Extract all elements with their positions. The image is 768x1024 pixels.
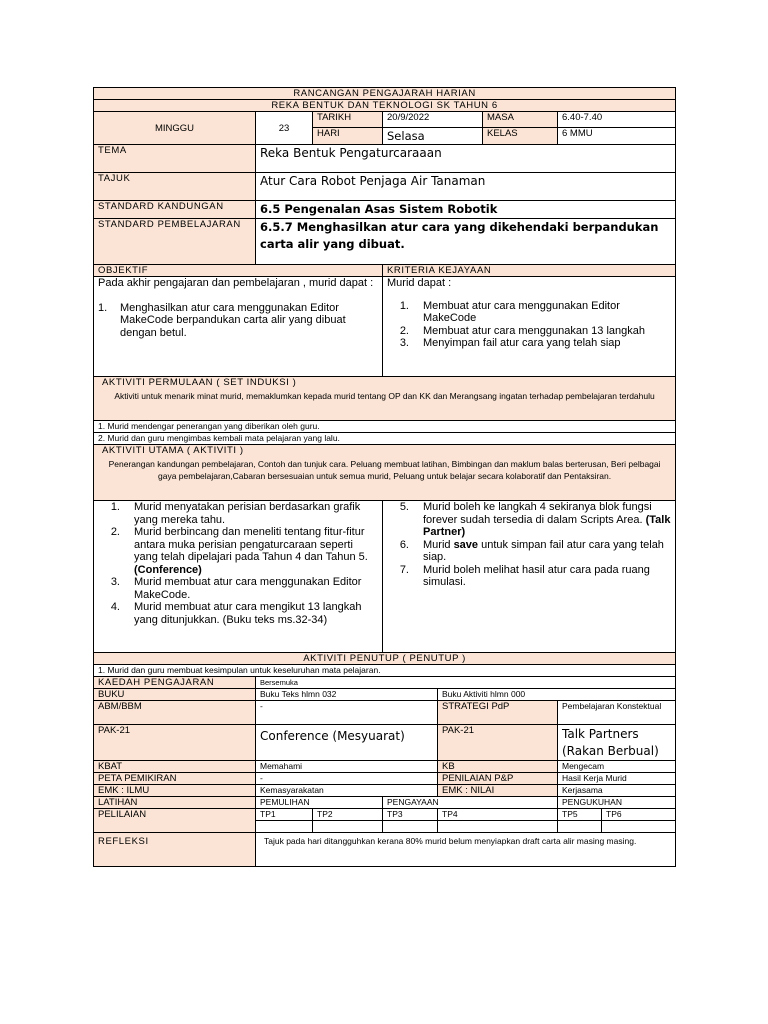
tp3-cell bbox=[383, 821, 438, 833]
objektif-body bbox=[94, 277, 383, 377]
tema-label: TEMA bbox=[94, 145, 256, 173]
kriteria-item: 3. Menyimpan fail atur cara yang telah siap bbox=[399, 337, 621, 349]
pak-value-1: Conference (Mesyuarat) bbox=[256, 725, 438, 761]
tp1-label: TP1 bbox=[256, 809, 313, 821]
kriteria-item: 2. Membuat atur cara menggunakan 13 langkah bbox=[399, 324, 645, 337]
permulaan-desc: Aktiviti untuk menarik minat murid, memaklumkan kepada murid tentang OP dan KK dan Merangsang ingatan terhadap pembelajaran terdahulu bbox=[114, 391, 655, 401]
kelas-value: 6 MMU bbox=[558, 128, 676, 145]
kaedah-label: KAEDAH PENGAJARAN bbox=[94, 677, 256, 689]
utama-item: 3. Murid membuat atur cara menggunakan Editor MakeCode. bbox=[110, 576, 362, 601]
utama-item: 4. Murid membuat atur cara mengikut 13 langkah yang ditunjukkan. (Buku teks ms.32-34) bbox=[110, 601, 362, 626]
conference-tag: (Conference) bbox=[134, 563, 202, 576]
objektif-text: Menghasilkan atur cara menggunakan Editor MakeCode berpandukan carta alir yang dibuat dengan betul. bbox=[120, 301, 346, 339]
objektif-label: OBJEKTIF bbox=[94, 265, 383, 277]
tp1-cell bbox=[256, 821, 313, 833]
hari-label: HARI bbox=[313, 128, 383, 145]
pelilaian-label: PELILAIAN bbox=[94, 809, 256, 833]
utama-item: 5. Murid boleh ke langkah 4 sekiranya blok fungsi forever sudah tersedia di dalam Scripts Area. (Talk Partner) bbox=[399, 501, 671, 538]
peta-value: - bbox=[256, 773, 438, 785]
emk-ilmu-label: EMK : ILMU bbox=[94, 785, 256, 797]
permulaan-box bbox=[94, 377, 676, 421]
kaedah-value: Bersemuka bbox=[256, 677, 676, 689]
tema-value: Reka Bentuk Pengaturcaraaan bbox=[256, 145, 676, 173]
permulaan-line2: 2. Murid dan guru mengimbas kembali mata pelajaran yang lalu. bbox=[94, 433, 676, 445]
tp4-cell bbox=[438, 821, 558, 833]
strategi-value: Pembelajaran Konstektual bbox=[558, 701, 676, 725]
penilaian-value: Hasil Kerja Murid bbox=[558, 773, 676, 785]
buku-label: BUKU bbox=[94, 689, 256, 701]
utama-item: 1. Murid menyatakan perisian berdasarkan grafik yang mereka tahu. bbox=[110, 501, 361, 526]
kriteria-intro: Murid dapat : bbox=[387, 277, 452, 289]
minggu-value: 23 bbox=[256, 112, 313, 145]
header-title: RANCANGAN PENGAJARAH HARIAN bbox=[94, 88, 676, 100]
kbat-value: Memahami bbox=[256, 761, 438, 773]
minggu-label: MINGGU bbox=[94, 112, 256, 145]
tp6-label: TP6 bbox=[602, 809, 676, 821]
utama-desc: Penerangan kandungan pembelajaran, Contoh dan tunjuk cara. Peluang membuat latihan, Bimbingan dan maklum balas berterusan, Beri pelbagai gaya pembelajaran,Cabaran bersesuaian untuk semua murid, Peluang untuk belajar secara kolaboratif dan Pentaksiran. bbox=[108, 459, 661, 481]
peta-label: PETA PEMIKIRAN bbox=[94, 773, 256, 785]
abm-label: ABM/BBM bbox=[94, 701, 256, 725]
pemulihan-label: PEMULIHAN bbox=[256, 797, 383, 809]
lesson-plan-table bbox=[93, 87, 676, 867]
tp4-label: TP4 bbox=[438, 809, 558, 821]
kb-value: Mengecam bbox=[558, 761, 676, 773]
tp5-label: TP5 bbox=[558, 809, 602, 821]
sp-label: STANDARD PEMBELAJARAN bbox=[94, 219, 256, 265]
sk-label: STANDARD KANDUNGAN bbox=[94, 201, 256, 219]
tarikh-value: 20/9/2022 bbox=[383, 112, 483, 128]
kb-label: KB bbox=[438, 761, 558, 773]
objektif-item bbox=[98, 302, 378, 340]
emk-nilai-value: Kerjasama bbox=[558, 785, 676, 797]
permulaan-line1: 1. Murid mendengar penerangan yang diberikan oleh guru. bbox=[94, 421, 676, 433]
header-subtitle: REKA BENTUK DAN TEKNOLOGI SK TAHUN 6 bbox=[94, 100, 676, 112]
penutup-line1: 1. Murid dan guru membuat kesimpulan untuk keseluruhan mata pelajaran. bbox=[94, 665, 676, 677]
objektif-num: 1. bbox=[98, 301, 108, 314]
pak-label: PAK-21 bbox=[94, 725, 256, 761]
utama-item: 7. Murid boleh melihat hasil atur cara pada ruang simulasi. bbox=[399, 563, 650, 588]
emk-nilai-label: EMK : NILAI bbox=[438, 785, 558, 797]
kelas-label: KELAS bbox=[483, 128, 558, 145]
pengayaan-label: PENGAYAAN bbox=[383, 797, 558, 809]
utama-right-list bbox=[387, 501, 671, 589]
penilaian-label: PENILAIAN P&P bbox=[438, 773, 558, 785]
emk-ilmu-value: Kemasyarakatan bbox=[256, 785, 438, 797]
pengukuhan-label: PENGUKUHAN bbox=[558, 797, 676, 809]
pak-label-2: PAK-21 bbox=[438, 725, 558, 761]
utama-item: 6. Murid save untuk simpan fail atur cara yang telah siap. bbox=[399, 538, 664, 563]
tp3-label: TP3 bbox=[383, 809, 438, 821]
penutup-title: AKTIVITI PENUTUP ( PENUTUP ) bbox=[94, 653, 676, 665]
utama-left-list bbox=[98, 501, 378, 626]
permulaan-title: AKTIVITI PERMULAAN ( SET INDUKSI ) bbox=[102, 377, 297, 388]
tajuk-value: Atur Cara Robot Penjaga Air Tanaman bbox=[256, 173, 676, 201]
tp5-cell bbox=[558, 821, 602, 833]
kriteria-body bbox=[383, 277, 676, 377]
tajuk-label: TAJUK bbox=[94, 173, 256, 201]
sp-value: 6.5.7 Menghasilkan atur cara yang dikehendaki berpandukan carta alir yang dibuat. bbox=[256, 219, 676, 265]
kriteria-item: 1. Membuat atur cara menggunakan Editor MakeCode bbox=[399, 299, 620, 324]
sk-value: 6.5 Pengenalan Asas Sistem Robotik bbox=[256, 201, 676, 219]
refleksi-label: REFLEKSI bbox=[94, 833, 256, 867]
abm-value: - bbox=[256, 701, 438, 725]
tp2-cell bbox=[313, 821, 383, 833]
utama-item: 2. Murid berbincang dan meneliti tentang fitur-fitur antara muka perisian pengaturcaraan seperti yang telah dipelajari pada Tahun 4 dan Tahun 5. (Conference) bbox=[110, 526, 368, 576]
pak-value-2: Talk Partners (Rakan Berbual) bbox=[558, 725, 676, 761]
refleksi-value: Tajuk pada hari ditangguhkan kerana 80% murid belum menyiapkan draft carta alir masing masing. bbox=[256, 833, 676, 867]
utama-left bbox=[94, 501, 383, 653]
hari-value: Selasa bbox=[383, 128, 483, 145]
tp6-cell bbox=[602, 821, 676, 833]
strategi-label: STRATEGI PdP bbox=[438, 701, 558, 725]
buku-aktiviti: Buku Aktiviti hlmn 000 bbox=[438, 689, 676, 701]
masa-value: 6.40-7.40 bbox=[558, 112, 676, 128]
talk-partner-tag: (Talk Partner) bbox=[423, 513, 671, 538]
lesson-plan-sheet bbox=[93, 87, 675, 867]
kriteria-label: KRITERIA KEJAYAAN bbox=[383, 265, 676, 277]
kriteria-list bbox=[387, 300, 671, 350]
latihan-label: LATIHAN bbox=[94, 797, 256, 809]
utama-title: AKTIVITI UTAMA ( AKTIVITI ) bbox=[102, 445, 244, 456]
buku-teks: Buku Teks hlmn 032 bbox=[256, 689, 438, 701]
tp2-label: TP2 bbox=[313, 809, 383, 821]
utama-right bbox=[383, 501, 676, 653]
tarikh-label: TARIKH bbox=[313, 112, 383, 128]
kbat-label: KBAT bbox=[94, 761, 256, 773]
utama-box bbox=[94, 445, 676, 501]
objektif-intro: Pada akhir pengajaran dan pembelajaran , murid dapat : bbox=[98, 277, 374, 289]
masa-label: MASA bbox=[483, 112, 558, 128]
